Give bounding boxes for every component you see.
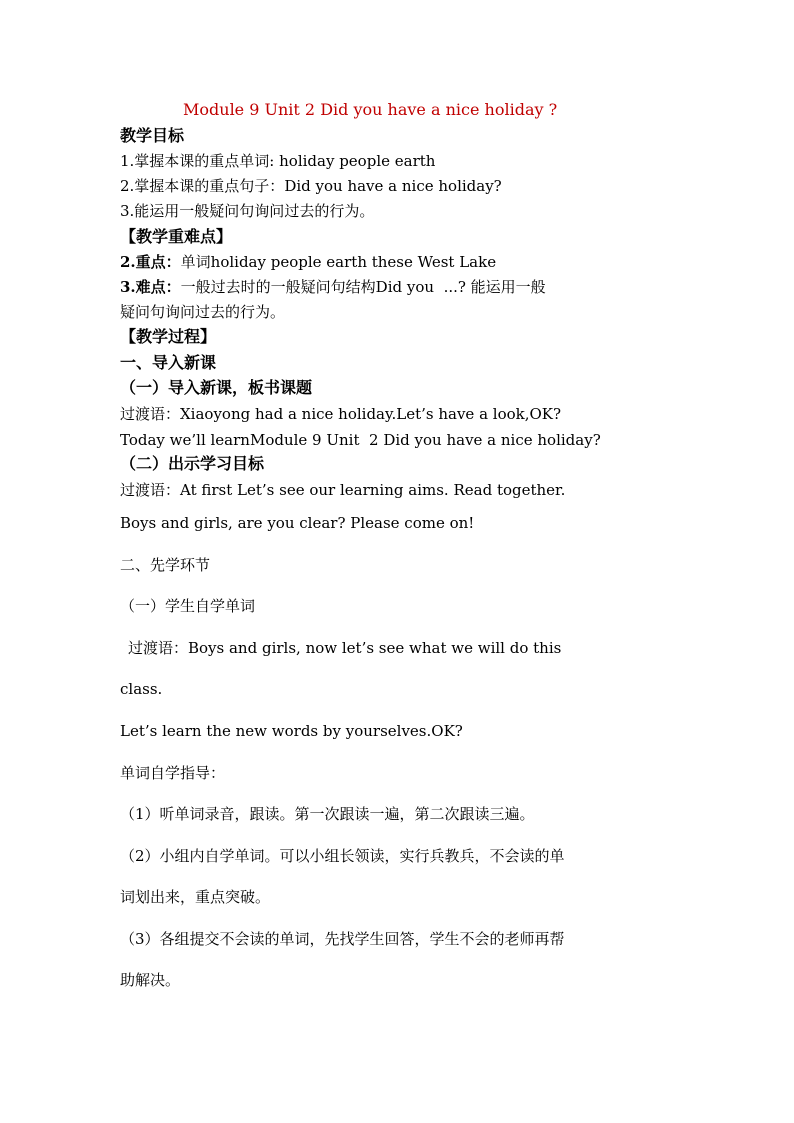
difficulty-text: 一般过去时的一般疑问句结构Did you ...? 能运用一般 — [180, 278, 546, 296]
difficulty-line — [120, 277, 546, 297]
step3-line1: （3）各组提交不会读的单词，先找学生回答，学生不会的老师再帮 — [120, 930, 565, 948]
transition1-line1: 过渡语：Xiaoyong had a nice holiday.Let’s have a look,OK? — [120, 405, 562, 423]
step2-line1: （2）小组内自学单词。可以小组长领读，实行兵教兵，不会读的单 — [120, 847, 565, 865]
sub2-heading: （二）出示学习目标 — [120, 454, 265, 473]
objectives-heading: 教学目标 — [120, 126, 185, 145]
transition3-line3: Let’s learn the new words by yourselves.OK? — [120, 722, 463, 740]
step1: （1）听单词录音，跟读。第一次跟读一遍，第二次跟读三遍。 — [120, 805, 535, 823]
step3-line2: 助解决。 — [120, 971, 181, 989]
key-point-label: 2.重点： — [120, 253, 181, 271]
document-title: Module 9 Unit 2 Did you have a nice holiday ? — [183, 100, 558, 119]
sub1-heading: （一）导入新课，板书课题 — [120, 378, 313, 397]
difficulty-text-cont: 疑问句询问过去的行为。 — [120, 303, 286, 321]
key-point-text: 单词holiday people earth these West Lake — [180, 253, 497, 271]
section2-heading: 二、先学环节 — [120, 556, 211, 574]
objective-3: 3.能运用一般疑问句询问过去的行为。 — [120, 202, 375, 220]
section1-heading: 一、导入新课 — [120, 353, 217, 372]
key-point-line — [120, 252, 496, 272]
transition1-line2: Today we’ll learnModule 9 Unit 2 Did you have a nice holiday? — [120, 431, 601, 449]
transition2-line1: 过渡语：At first Let’s see our learning aims. Read together. — [120, 481, 566, 499]
transition2-line2: Boys and girls, are you clear? Please come on! — [120, 514, 475, 532]
step2-line2: 词划出来，重点突破。 — [120, 888, 271, 906]
transition3-line1: 过渡语：Boys and girls, now let’s see what we will do this — [128, 639, 562, 657]
guide-heading: 单词自学指导： — [120, 764, 226, 782]
objective-2: 2.掌握本课的重点句子：Did you have a nice holiday? — [120, 177, 502, 195]
process-heading: 【教学过程】 — [120, 327, 217, 346]
difficulty-label: 3.难点： — [120, 278, 181, 296]
transition3-line2: class. — [120, 680, 163, 698]
sub3-heading: （一）学生自学单词 — [120, 597, 256, 615]
key-points-heading: 【教学重难点】 — [120, 227, 233, 246]
objective-1: 1.掌握本课的重点单词: holiday people earth — [120, 152, 436, 170]
